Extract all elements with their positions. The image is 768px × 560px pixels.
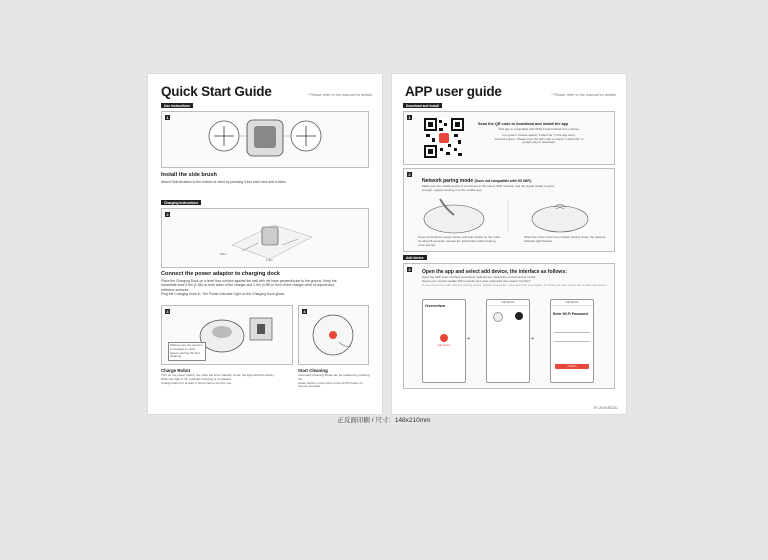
manual-note: * Please refer to the manual for details <box>307 93 372 97</box>
quick-start-page <box>148 74 382 414</box>
pairing-illustration <box>404 195 614 235</box>
page-title: APP user guide <box>405 84 502 99</box>
add-device-plus-icon[interactable] <box>440 334 448 342</box>
network-text <box>422 185 610 193</box>
charge-text-line: Charge Robot for at least 4 hours before the first use. <box>161 380 232 385</box>
add-device-button[interactable]: Add device <box>437 344 451 347</box>
phone-screen-title: Add Device <box>551 300 593 306</box>
step-number: 3 <box>408 267 411 272</box>
scan-text <box>470 128 608 145</box>
start-text-line: Automatic Cleaning Mode can be initiated by pressing the <box>298 373 370 381</box>
charge-robot-heading: Charge Robot <box>161 368 191 373</box>
charging-instructions-tag: Charging instructions <box>161 200 201 205</box>
device-models <box>487 312 529 322</box>
scan-text-line: Ios system: Please search "Lefant life" in the app store. <box>502 132 576 137</box>
device-model-icon[interactable] <box>493 312 503 322</box>
start-cleaning-illustration <box>298 305 369 365</box>
wifi-name-field[interactable] <box>554 328 590 333</box>
start-cleaning-heading: Start Cleaning <box>298 368 328 373</box>
open-text-line: If you experience with network pairing failure, please refresh the robot and then start again. Or delete the add, follow the similar instructions. <box>422 282 608 287</box>
phone-screen-title: Add Device <box>487 300 529 306</box>
connect-text-line: Place the Charging Dock on a level floor surface against the wall with the base perpendicular to the ground. Keep the <box>161 279 337 283</box>
qr-download-box <box>403 111 615 165</box>
wifi-password-heading: Enter Wi-Fi Password <box>553 312 588 316</box>
scan-text-line: Android system: Please scan the QR code or search "Lefant life" in <box>494 136 584 141</box>
connect-text-line: reflective surfaces. <box>161 287 190 292</box>
charge-reminder-bubble: Making sure the vacuum is charged on dock before starting the first cleaning <box>168 342 206 361</box>
connect-text-line: Plug the Charging Dock in. The Power Indicator Light on the Charging Dock glows. <box>161 292 286 297</box>
robot-top-view-illustration <box>299 306 368 364</box>
step-number: 2 <box>166 212 169 217</box>
network-text-line: Make sure the mobile device is connected to the indoor WiFi network, and the signal quality is good <box>422 184 554 188</box>
open-app-heading: Open the app and select add device, the interface as follows: <box>422 269 567 275</box>
connect-text-line: immediate area 0.5m (1.6ft) on both sides of the charger and 1.5m (4.9ft) in front of the charger clear of objects and <box>161 283 335 288</box>
phone-overview-screen <box>422 299 466 383</box>
connect-text <box>161 279 371 297</box>
start-text-line: power button on the robot or the AUTO button on <box>298 380 363 385</box>
print-spec-caption: 正反面印刷 / 尺寸：148x210mm <box>337 417 431 424</box>
wifi-password-field[interactable] <box>554 337 590 342</box>
download-install-tag: Download and install <box>403 103 442 108</box>
scan-heading: Scan the QR code to download and install the app <box>478 122 569 126</box>
use-instructions-tag: Use instructions <box>161 103 193 108</box>
install-text: Attach Side Brushes to the bottom of robot by pressing it into each slot until it clicks. <box>161 180 287 184</box>
phone-wifi-screen <box>550 299 594 383</box>
network-heading-sub: (Does not compatible with 5G WiFi) <box>474 179 532 183</box>
front-clearance-label: 1.5m <box>266 258 273 262</box>
arrow-right-icon: ➜ <box>466 336 471 342</box>
start-cleaning-text <box>298 374 370 389</box>
charge-robot-illustration <box>161 305 293 365</box>
scan-text-line: google play to download. <box>522 140 556 145</box>
network-pairing-box <box>403 168 615 252</box>
qr-code-icon <box>424 118 464 158</box>
pairing-right-text: When the robot enters the network pairing mode, the network indicator light flashes. <box>524 235 606 243</box>
arrow-right-icon: ➜ <box>530 336 535 342</box>
side-brush-illustration <box>161 111 369 168</box>
pairing-left-text: Press and hold the power button and Auto button on the robot for about 5 seconds, release the start button when hearing voice prompt. <box>418 235 500 247</box>
open-text-line: Open the APP main interface and select "add device" Select the correct device model <box>422 275 536 279</box>
robot-underside-illustration <box>162 112 368 167</box>
open-app-text <box>422 276 612 287</box>
step-number: 2 <box>408 172 411 177</box>
phone-device-list-screen <box>486 299 530 383</box>
confirm-button[interactable]: Confirm <box>555 364 589 369</box>
phone-screen-title: Overveiwn <box>425 303 446 308</box>
document-code: TF-LH201902211 <box>593 406 618 410</box>
charge-text-line: Turn on the power switch, the robot will enter standby mode, the light will flash slowly. <box>161 373 275 377</box>
connect-heading: Connect the power adaptor to charging dock <box>161 271 281 277</box>
page-title: Quick Start Guide <box>161 84 272 99</box>
charge-text-line: When the light is off, indicates charging is completed. <box>161 376 232 381</box>
app-user-guide-page <box>392 74 626 414</box>
network-text-line: enough, register and log in to the mobile app. <box>422 187 483 192</box>
install-heading: Install the side brush <box>161 172 217 178</box>
step-number: 1 <box>166 115 169 120</box>
device-model-icon[interactable] <box>515 312 523 320</box>
add-device-box <box>403 263 615 389</box>
step-number: 1 <box>408 115 411 120</box>
start-text-line: remote controller. <box>298 384 322 389</box>
charge-robot-text <box>161 374 296 385</box>
add-device-tag: Add device <box>403 255 427 260</box>
open-text-line: Select your current usable WiFi network and enter password then select "Confirm" <box>422 278 532 283</box>
network-heading-text: Network paring mode <box>422 178 474 184</box>
charging-dock-illustration <box>161 208 369 268</box>
side-clearance-label: 0.5m <box>220 252 227 256</box>
step-number: 3 <box>166 309 169 314</box>
manual-note: * Please refer to the manual for details <box>551 93 616 97</box>
step-number: 4 <box>303 309 306 314</box>
scan-text-line: This app is compatible with iOS9.0 and Android 4.0 or above. <box>498 127 580 131</box>
dock-placement-illustration <box>162 209 368 267</box>
